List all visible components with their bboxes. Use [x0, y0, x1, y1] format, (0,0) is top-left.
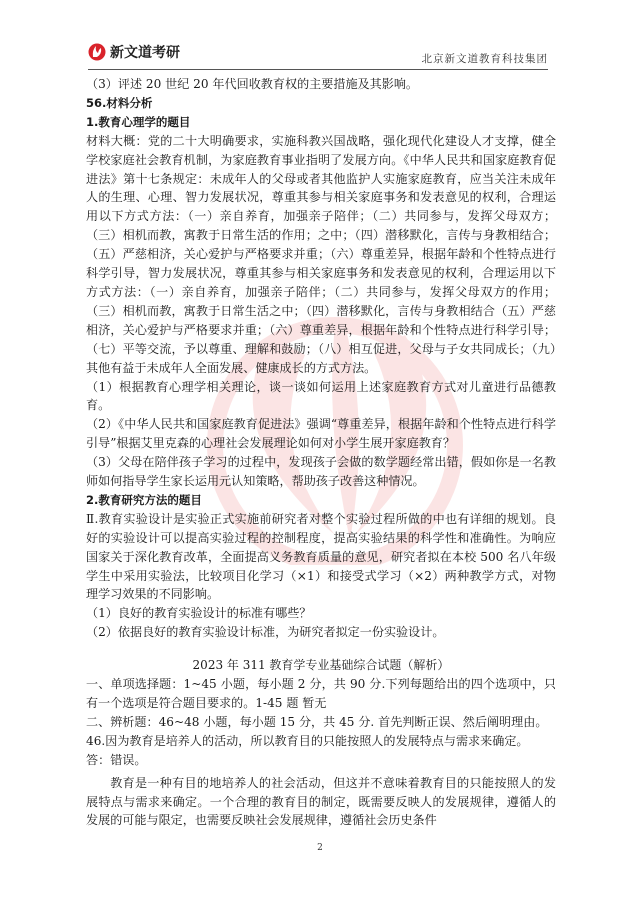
question-item: （3）父母在陪伴孩子学习的过程中，发现孩子会做的数学题经常出错，假如你是一名教师如何指导学生家长运用元认知策略，帮助孩子改善这种情况。	[86, 455, 556, 489]
subsection-heading: 2.教育研究方法的题目	[86, 492, 202, 507]
material-paragraph: 材料大概：党的二十大明确要求，实施科教兴国战略，强化现代化建设人才支撑，健全学校家庭社会教育机制，为家庭教育事业指明了发展方向。《中华人民共和国家庭教育促进法》第十七条规定：未成年人的父母或者其他监护人实施家庭教育，应当关注未成年人的生理、心理、智力发展状况，尊重其参与相关家庭事务和发表意见的权利，合理运用以下方式方法：（一）亲自养育，加强亲子陪伴；（二）共同参与，发挥父母双方；（三）相机而教，寓教于日常生活的作用；之中；（四）潜移默化，言传与身教相结合；（五）严慈相济，关心爱护与严格要求并重；（六）尊重差异，根据年龄和个性特点进行科学引导，智力发展状况，尊重其参与相关家庭事务和发表意见的权利，合理运用以下方式方法：（一）亲自养育，加强亲子陪伴；（二）共同参与，发挥父母双方的作用；（三）相机而教，寓教于日常生活之中；（四）潜移默化，言传与身教相结合（五）严慈相济，关心爱护与严格要求并重；（六）尊重差异，根据年龄和个性特点进行科学引导；（七）平等交流，予以尊重、理解和鼓励；（八）相互促进，父母与子女共同成长；（九）其他有益于未成年人全面发展、健康成长的方式方法。	[86, 133, 556, 375]
exam-title: 2023 年 311 教育学专业基础综合试题（解析）	[192, 658, 450, 673]
section-heading: 56.材料分析	[86, 95, 153, 110]
question-item: 46.因为教育是培养人的活动，所以教育目的只能按照人的发展特点与需求来确定。	[86, 733, 529, 748]
document-body	[86, 75, 556, 830]
page-header	[88, 40, 548, 68]
answer-paragraph: 教育是一种有目的地培养人的社会活动，但这并不意味着教育目的只能按照人的发展特点与需求来确定。一个合理的教育目的制定，既需要反映人的发展规律，遵循人的发展的可能与限定，也需要反映社会发展规律，遵循社会历史条件	[86, 775, 556, 828]
page-number: 2	[317, 843, 323, 853]
question-item: （1）根据教育心理学相关理论，谈一谈如何运用上述家庭教育方式对儿童进行品德教育。	[86, 379, 556, 413]
section-instructions: 二、辨析题：46~48 小题，每小题 15 分，共 45 分. 首先判断正误、然后阐明理由。	[86, 714, 548, 729]
flame-icon	[88, 43, 106, 61]
subsection-heading: 1.教育心理学的题目	[86, 114, 191, 129]
question-item: （2）依据良好的教育实验设计标准，为研究者拟定一份实验设计。	[86, 625, 445, 640]
answer-label: 答：错误。	[86, 752, 147, 767]
question-item: （1）良好的教育实验设计的标准有哪些？	[86, 606, 312, 621]
material-paragraph: Ⅱ.教育实验设计是实验正式实施前研究者对整个实验过程所做的中也有详细的规划。良好的实验设计可以提高实验过程的控制程度，提高实验结果的科学性和准确性。为响应国家关于深化教育改革，全面提高义务教育质量的意见，研究者拟在本校 500 名八年级学生中采用实验法，比较项目化学习（×1）和接受式学习（×2）两种教学方式，对物理学习效果的不同影响。	[86, 511, 556, 602]
question-item: （3）评述 20 世纪 20 年代回收教育权的主要措施及其影响。	[86, 77, 419, 91]
brand-logo	[88, 42, 180, 62]
organization-name: 北京新文道教育科技集团	[421, 53, 548, 65]
section-instructions: 一、单项选择题：1~45 小题，每小题 2 分，共 90 分.下列每题给出的四个选项中，只有一个选项是符合题目要求的。1-45 题 暂无	[86, 677, 556, 710]
header-divider	[88, 69, 548, 70]
logo-text: 新文道考研	[110, 45, 180, 61]
question-item: （2）《中华人民共和国家庭教育促进法》强调“尊重差异，根据年龄和个性特点进行科学引导”根据艾里克森的心理社会发展理论如何对小学生展开家庭教育？	[86, 417, 556, 451]
